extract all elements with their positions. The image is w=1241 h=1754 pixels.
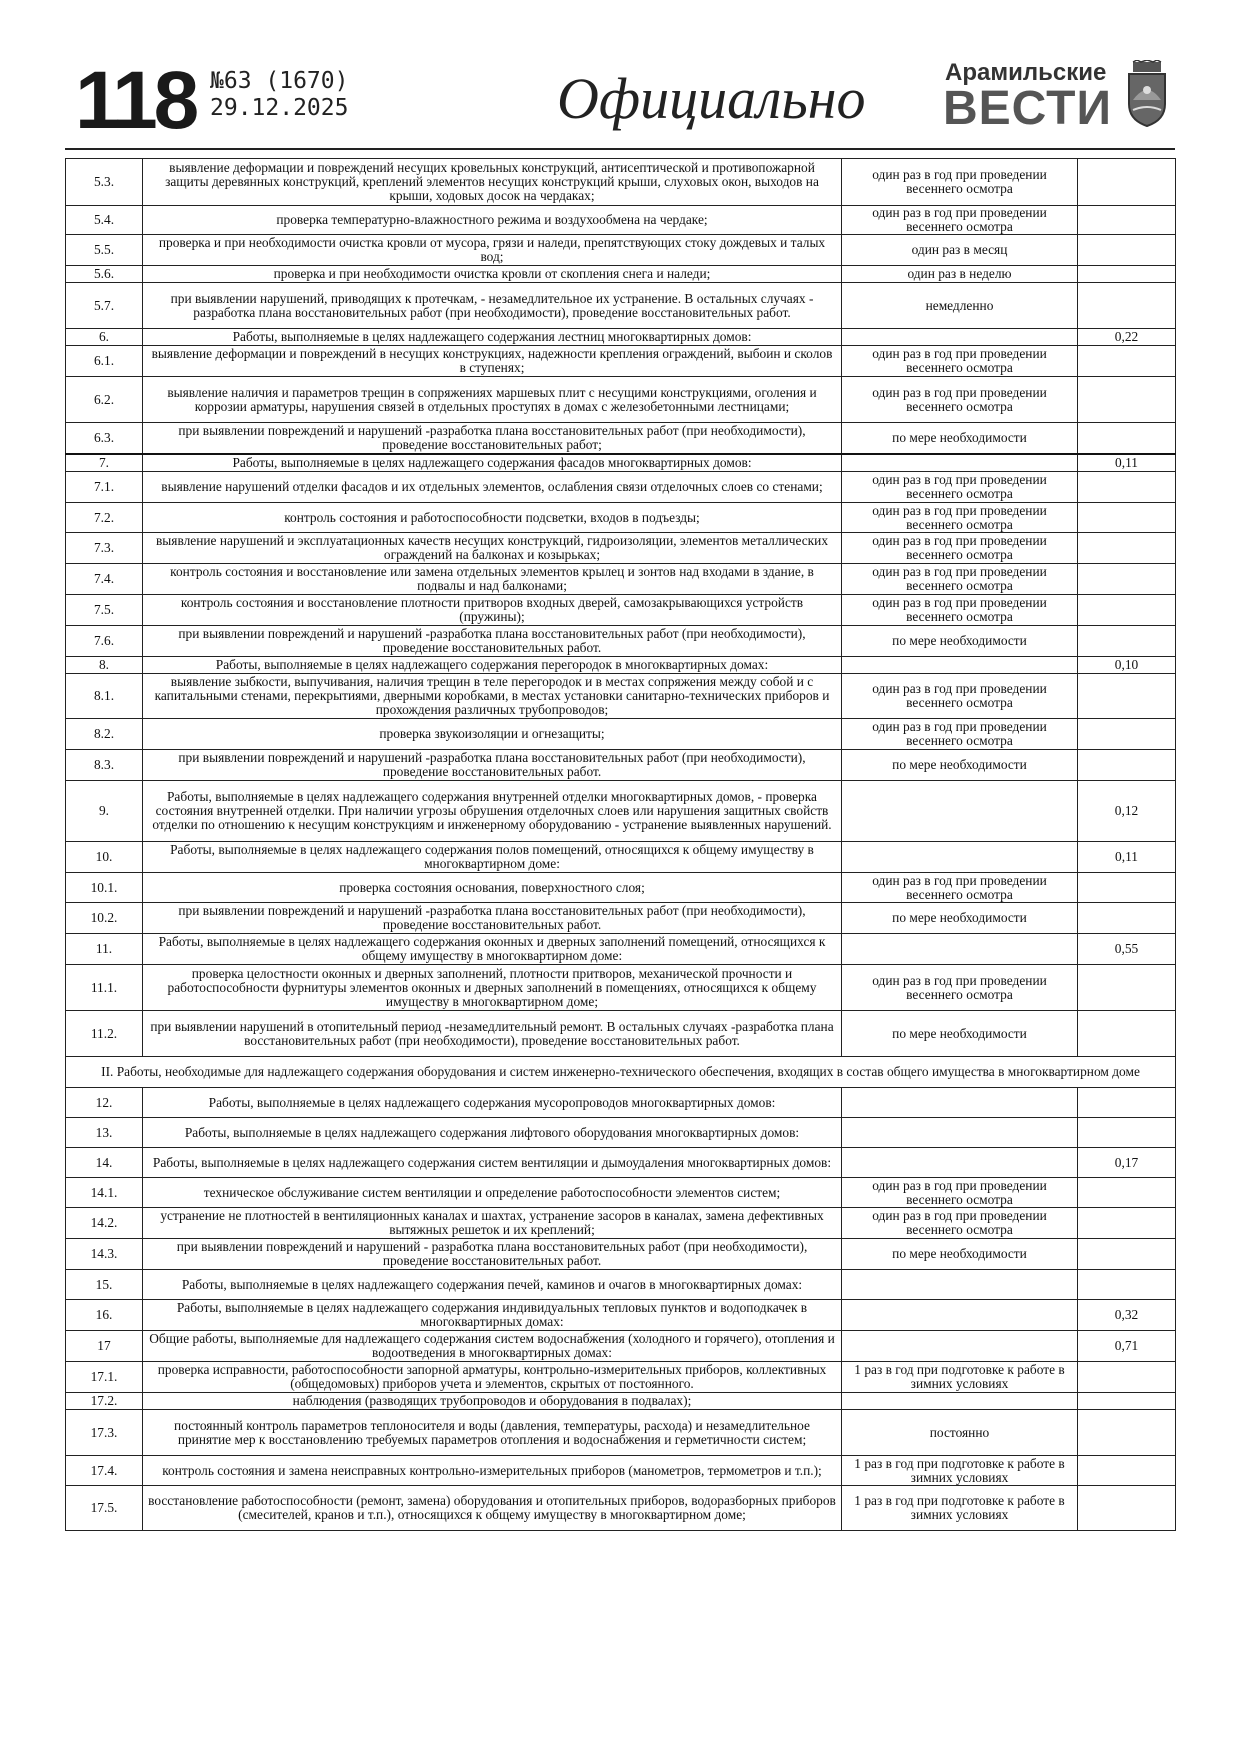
row-number: 7.5. <box>66 595 143 626</box>
work-frequency: по мере необходимости <box>842 750 1078 781</box>
table-row <box>66 781 1176 842</box>
coat-of-arms-icon <box>1125 60 1169 128</box>
work-description: проверка целостности оконных и дверных заполнений, плотности притворов, механической прочности и работоспособности фурнитуры элементов оконных и дверных заполнений в помещениях, относящихся к общему имуществу в многоквартирном доме; <box>143 965 842 1011</box>
section-title: Официально <box>557 66 866 131</box>
table-row <box>66 719 1176 750</box>
work-description: контроль состояния и восстановление или замена отдельных элементов крылец и зонтов над входами в здание, в подвалы и над балконами; <box>143 564 842 595</box>
work-description: Работы, выполняемые в целях надлежащего содержания печей, каминов и очагов в многоквартирных домах: <box>143 1270 842 1300</box>
work-description: проверка и при необходимости очистка кровли от скопления снега и наледи; <box>143 266 842 283</box>
work-description: контроль состояния и замена неисправных контрольно-измерительных приборов (манометров, термометров и т.п.); <box>143 1456 842 1486</box>
work-description: Работы, выполняемые в целях надлежащего содержания систем вентиляции и дымоудаления многоквартирных домов: <box>143 1148 842 1178</box>
work-frequency: один раз в год при проведении весеннего осмотра <box>842 533 1078 564</box>
work-description: Работы, выполняемые в целях надлежащего содержания полов помещений, относящихся к общему имуществу в многоквартирном доме: <box>143 842 842 873</box>
work-cost <box>1078 1239 1176 1270</box>
row-number: 17.1. <box>66 1362 143 1393</box>
work-cost <box>1078 1270 1176 1300</box>
row-number: 7.3. <box>66 533 143 564</box>
table-row <box>66 1088 1176 1118</box>
work-cost <box>1078 674 1176 719</box>
section-heading-row <box>66 1057 1176 1088</box>
row-number: 14.3. <box>66 1239 143 1270</box>
work-cost: 0,17 <box>1078 1148 1176 1178</box>
work-frequency: один раз в год при проведении весеннего осмотра <box>842 346 1078 377</box>
work-frequency: один раз в год при проведении весеннего осмотра <box>842 503 1078 533</box>
work-cost: 0,32 <box>1078 1300 1176 1331</box>
work-frequency: по мере необходимости <box>842 903 1078 934</box>
work-frequency <box>842 329 1078 346</box>
table-row <box>66 266 1176 283</box>
table-row <box>66 1208 1176 1239</box>
work-cost <box>1078 719 1176 750</box>
row-number: 5.7. <box>66 283 143 329</box>
table-row <box>66 159 1176 206</box>
work-frequency <box>842 1270 1078 1300</box>
row-number: 5.3. <box>66 159 143 206</box>
work-description: проверка температурно-влажностного режима и воздухообмена на чердаке; <box>143 206 842 235</box>
work-frequency <box>842 842 1078 873</box>
row-number: 14. <box>66 1148 143 1178</box>
work-frequency: один раз в год при проведении весеннего осмотра <box>842 873 1078 903</box>
work-description: проверка и при необходимости очистка кровли от мусора, грязи и наледи, препятствующих стоку дождевых и талых вод; <box>143 235 842 266</box>
work-description: Работы, выполняемые в целях надлежащего содержания внутренней отделки многоквартирных домов, - проверка состояния внутренней отделки. При наличии угрозы обрушения отделочных слоев или нарушения защитных свойств отделки по отношению к несущим конструкциям и инженерному оборудованию - устранение выявленных нарушений. <box>143 781 842 842</box>
work-description: Работы, выполняемые в целях надлежащего содержания лифтового оборудования многоквартирных домов: <box>143 1118 842 1148</box>
work-cost <box>1078 1393 1176 1410</box>
row-number: 6. <box>66 329 143 346</box>
table-row <box>66 965 1176 1011</box>
table-row <box>66 423 1176 455</box>
row-number: 7. <box>66 454 143 472</box>
work-description: выявление наличия и параметров трещин в сопряжениях маршевых плит с несущими конструкциями, оголения и коррозии арматуры, нарушения связей в отдельных проступях в домах с железобетонными лестницами; <box>143 377 842 423</box>
work-cost <box>1078 626 1176 657</box>
table-row <box>66 346 1176 377</box>
work-description: проверка звукоизоляции и огнезащиты; <box>143 719 842 750</box>
work-frequency: один раз в год при проведении весеннего осмотра <box>842 377 1078 423</box>
table-row <box>66 1300 1176 1331</box>
work-description: Работы, выполняемые в целях надлежащего содержания перегородок в многоквартирных домах: <box>143 657 842 674</box>
row-number: 7.4. <box>66 564 143 595</box>
issue-info <box>210 68 348 122</box>
work-cost <box>1078 1486 1176 1531</box>
work-description: при выявлении повреждений и нарушений -разработка плана восстановительных работ (при необходимости), проведение восстановительных работ. <box>143 626 842 657</box>
row-number: 5.5. <box>66 235 143 266</box>
work-frequency: один раз в год при проведении весеннего осмотра <box>842 595 1078 626</box>
work-cost <box>1078 159 1176 206</box>
row-number: 12. <box>66 1088 143 1118</box>
work-cost <box>1078 235 1176 266</box>
row-number: 7.2. <box>66 503 143 533</box>
row-number: 17.2. <box>66 1393 143 1410</box>
row-number: 17.4. <box>66 1456 143 1486</box>
work-cost <box>1078 1410 1176 1456</box>
row-number: 10. <box>66 842 143 873</box>
work-cost <box>1078 346 1176 377</box>
work-cost: 0,22 <box>1078 329 1176 346</box>
table-row <box>66 1410 1176 1456</box>
work-cost <box>1078 965 1176 1011</box>
work-description: контроль состояния и восстановление плотности притворов входных дверей, самозакрывающихся устройств (пружины); <box>143 595 842 626</box>
issue-number: №63 (1670) <box>210 68 349 94</box>
work-cost <box>1078 1208 1176 1239</box>
work-frequency: один раз в год при проведении весеннего осмотра <box>842 965 1078 1011</box>
table-row <box>66 1456 1176 1486</box>
work-cost <box>1078 423 1176 455</box>
work-cost <box>1078 903 1176 934</box>
table-row <box>66 533 1176 564</box>
work-description: Работы, выполняемые в целях надлежащего содержания оконных и дверных заполнений помещений, относящихся к общему имуществу в многоквартирном доме: <box>143 934 842 965</box>
work-cost <box>1078 873 1176 903</box>
work-description: выявление зыбкости, выпучивания, наличия трещин в теле перегородок и в местах сопряжения между собой и с капитальными стенами, перекрытиями, дверными коробками, в местах установки санитарно-технических приборов и прохождения различных трубопроводов; <box>143 674 842 719</box>
row-number: 8. <box>66 657 143 674</box>
work-description: при выявлении повреждений и нарушений -разработка плана восстановительных работ (при необходимости), проведение восстановительных работ. <box>143 903 842 934</box>
row-number: 9. <box>66 781 143 842</box>
work-cost <box>1078 266 1176 283</box>
table-row <box>66 750 1176 781</box>
row-number: 5.4. <box>66 206 143 235</box>
work-frequency: 1 раз в год при подготовке к работе в зимних условиях <box>842 1362 1078 1393</box>
work-frequency: один раз в год при проведении весеннего осмотра <box>842 159 1078 206</box>
work-cost <box>1078 564 1176 595</box>
logo-top-text: Арамильские <box>945 59 1107 86</box>
work-description: Работы, выполняемые в целях надлежащего содержания мусоропроводов многоквартирных домов: <box>143 1088 842 1118</box>
work-cost <box>1078 1456 1176 1486</box>
work-frequency: немедленно <box>842 283 1078 329</box>
work-description: постоянный контроль параметров теплоносителя и воды (давления, температуры, расхода) и незамедлительное принятие мер к восстановлению требуемых параметров отопления и водоснабжения и герметичности систем; <box>143 1410 842 1456</box>
work-frequency: один раз в год при проведении весеннего осмотра <box>842 472 1078 503</box>
work-cost: 0,12 <box>1078 781 1176 842</box>
table-row <box>66 1239 1176 1270</box>
work-description: контроль состояния и работоспособности подсветки, входов в подъезды; <box>143 503 842 533</box>
table-row <box>66 235 1176 266</box>
work-description: при выявлении повреждений и нарушений - разработка плана восстановительных работ (при необходимости), проведение восстановительных работ. <box>143 1239 842 1270</box>
table-row <box>66 1270 1176 1300</box>
row-number: 14.1. <box>66 1178 143 1208</box>
work-frequency: один раз в год при проведении весеннего осмотра <box>842 719 1078 750</box>
row-number: 16. <box>66 1300 143 1331</box>
work-cost <box>1078 595 1176 626</box>
row-number: 11.1. <box>66 965 143 1011</box>
row-number: 6.1. <box>66 346 143 377</box>
table-row <box>66 1331 1176 1362</box>
row-number: 6.3. <box>66 423 143 455</box>
work-frequency <box>842 1393 1078 1410</box>
work-description: при выявлении повреждений и нарушений -разработка плана восстановительных работ (при необходимости), проведение восстановительных работ; <box>143 423 842 455</box>
work-frequency: один раз в год при проведении весеннего осмотра <box>842 674 1078 719</box>
work-cost <box>1078 1362 1176 1393</box>
work-frequency <box>842 454 1078 472</box>
work-frequency <box>842 781 1078 842</box>
work-cost <box>1078 1118 1176 1148</box>
row-number: 13. <box>66 1118 143 1148</box>
work-description: выявление деформации и повреждений в несущих конструкциях, надежности крепления ограждений, выбоин и сколов в ступенях; <box>143 346 842 377</box>
work-description: проверка исправности, работоспособности запорной арматуры, контрольно-измерительных приборов, коллективных (общедомовых) приборов учета и элементов, скрытых от постоянного. <box>143 1362 842 1393</box>
row-number: 15. <box>66 1270 143 1300</box>
row-number: 14.2. <box>66 1208 143 1239</box>
work-cost <box>1078 206 1176 235</box>
table-row <box>66 934 1176 965</box>
logo-bottom-text: ВЕСТИ <box>943 82 1112 135</box>
work-frequency: один раз в год при проведении весеннего осмотра <box>842 1178 1078 1208</box>
table-row <box>66 206 1176 235</box>
row-number: 17.5. <box>66 1486 143 1531</box>
row-number: 10.2. <box>66 903 143 934</box>
work-frequency: 1 раз в год при подготовке к работе в зимних условиях <box>842 1486 1078 1531</box>
work-description: при выявлении повреждений и нарушений -разработка плана восстановительных работ (при необходимости), проведение восстановительных работ. <box>143 750 842 781</box>
table-row <box>66 454 1176 472</box>
work-cost <box>1078 472 1176 503</box>
row-number: 8.1. <box>66 674 143 719</box>
table-row <box>66 1011 1176 1057</box>
work-frequency: один раз в месяц <box>842 235 1078 266</box>
table-row <box>66 1178 1176 1208</box>
work-cost <box>1078 750 1176 781</box>
issue-date: 29.12.2025 <box>210 95 349 121</box>
row-number: 10.1. <box>66 873 143 903</box>
work-cost: 0,71 <box>1078 1331 1176 1362</box>
table-row <box>66 472 1176 503</box>
table-row <box>66 564 1176 595</box>
work-frequency: один раз в год при проведении весеннего осмотра <box>842 206 1078 235</box>
work-frequency: 1 раз в год при подготовке к работе в зимних условиях <box>842 1456 1078 1486</box>
work-frequency <box>842 1148 1078 1178</box>
work-cost <box>1078 283 1176 329</box>
table-row <box>66 595 1176 626</box>
work-frequency <box>842 1088 1078 1118</box>
row-number: 8.2. <box>66 719 143 750</box>
work-description: Работы, выполняемые в целях надлежащего содержания фасадов многоквартирных домов: <box>143 454 842 472</box>
row-number: 11. <box>66 934 143 965</box>
table-row <box>66 1148 1176 1178</box>
work-frequency <box>842 1331 1078 1362</box>
work-description: выявление нарушений и эксплуатационных качеств несущих конструкций, гидроизоляции, элементов металлических ограждений на балконах и козырьках; <box>143 533 842 564</box>
table-row <box>66 873 1176 903</box>
table-row <box>66 1362 1176 1393</box>
work-cost: 0,10 <box>1078 657 1176 674</box>
work-cost <box>1078 1011 1176 1057</box>
work-description: Работы, выполняемые в целях надлежащего содержания индивидуальных тепловых пунктов и водоподкачек в многоквартирных домах: <box>143 1300 842 1331</box>
row-number: 7.6. <box>66 626 143 657</box>
work-cost: 0,11 <box>1078 454 1176 472</box>
work-description: Общие работы, выполняемые для надлежащего содержания систем водоснабжения (холодного и горячего), отопления и водоотведения в многоквартирных домах: <box>143 1331 842 1362</box>
row-number: 7.1. <box>66 472 143 503</box>
work-cost <box>1078 503 1176 533</box>
page-header <box>65 55 1175 148</box>
table-row <box>66 674 1176 719</box>
work-frequency <box>842 1300 1078 1331</box>
work-description: при выявлении нарушений в отопительный период -незамедлительный ремонт. В остальных случаях -разработка плана восстановительных работ (при необходимости), проведение восстановительных работ. <box>143 1011 842 1057</box>
row-number: 11.2. <box>66 1011 143 1057</box>
table-row <box>66 1393 1176 1410</box>
work-cost: 0,11 <box>1078 842 1176 873</box>
page-number: 118 <box>75 55 196 146</box>
work-cost: 0,55 <box>1078 934 1176 965</box>
work-description: техническое обслуживание систем вентиляции и определение работоспособности элементов систем; <box>143 1178 842 1208</box>
work-frequency: по мере необходимости <box>842 423 1078 455</box>
work-description: наблюдения (разводящих трубопроводов и оборудования в подвалах); <box>143 1393 842 1410</box>
row-number: 17 <box>66 1331 143 1362</box>
work-frequency: постоянно <box>842 1410 1078 1456</box>
table-row <box>66 503 1176 533</box>
work-description: выявление нарушений отделки фасадов и их отдельных элементов, ослабления связи отделочных слоев со стенами; <box>143 472 842 503</box>
works-table <box>65 158 1176 1531</box>
work-cost <box>1078 377 1176 423</box>
work-frequency: по мере необходимости <box>842 1239 1078 1270</box>
work-description: восстановление работоспособности (ремонт, замена) оборудования и отопительных приборов, водоразборных приборов (смесителей, кранов и т.п.), относящихся к общему имуществу в многоквартирном доме; <box>143 1486 842 1531</box>
table-row <box>66 1486 1176 1531</box>
header-rule <box>65 148 1175 150</box>
work-cost <box>1078 1088 1176 1118</box>
work-description: Работы, выполняемые в целях надлежащего содержания лестниц многоквартирных домов: <box>143 329 842 346</box>
work-cost <box>1078 1178 1176 1208</box>
table-row <box>66 329 1176 346</box>
row-number: 17.3. <box>66 1410 143 1456</box>
work-description: устранение не плотностей в вентиляционных каналах и шахтах, устранение засоров в каналах, замена дефективных вытяжных решеток и их креплений; <box>143 1208 842 1239</box>
table-row <box>66 842 1176 873</box>
table-row <box>66 657 1176 674</box>
table-row <box>66 903 1176 934</box>
work-frequency: один раз в неделю <box>842 266 1078 283</box>
work-frequency <box>842 934 1078 965</box>
work-description: при выявлении нарушений, приводящих к протечкам, - незамедлительное их устранение. В остальных случаях - разработка плана восстановительных работ (при необходимости), проведение восстановительных работ. <box>143 283 842 329</box>
work-cost <box>1078 533 1176 564</box>
table-row <box>66 1118 1176 1148</box>
work-frequency: один раз в год при проведении весеннего осмотра <box>842 564 1078 595</box>
work-frequency <box>842 1118 1078 1148</box>
work-frequency: один раз в год при проведении весеннего осмотра <box>842 1208 1078 1239</box>
work-frequency: по мере необходимости <box>842 626 1078 657</box>
row-number: 5.6. <box>66 266 143 283</box>
table-row <box>66 377 1176 423</box>
table-row <box>66 283 1176 329</box>
table-row <box>66 626 1176 657</box>
row-number: 8.3. <box>66 750 143 781</box>
row-number: 6.2. <box>66 377 143 423</box>
section-heading: II. Работы, необходимые для надлежащего содержания оборудования и систем инженерно-технического обеспечения, входящих в состав общего имущества в многоквартирном доме <box>66 1057 1176 1088</box>
work-description: выявление деформации и повреждений несущих кровельных конструкций, антисептической и противопожарной защиты деревянных конструкций, креплений элементов несущих конструкций крыши, слуховых окон, выходов на крыши, ходовых досок на чердаках; <box>143 159 842 206</box>
work-frequency: по мере необходимости <box>842 1011 1078 1057</box>
work-frequency <box>842 657 1078 674</box>
work-description: проверка состояния основания, поверхностного слоя; <box>143 873 842 903</box>
